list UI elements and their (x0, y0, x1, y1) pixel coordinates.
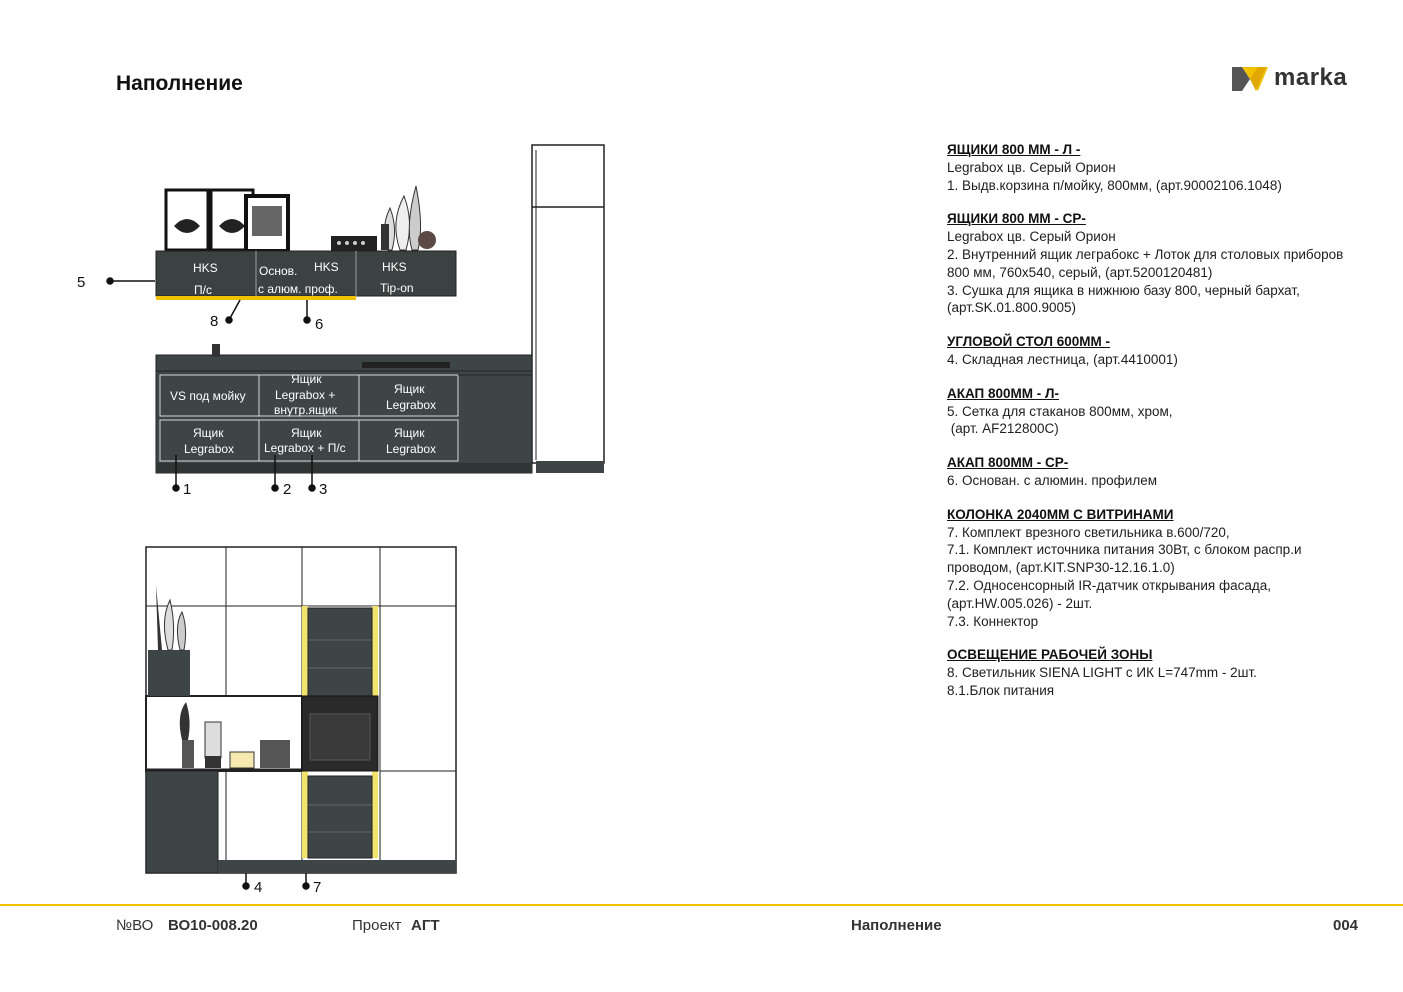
cab-r1c2-line3: внутр.ящик (274, 403, 337, 417)
spec-line: 8.1.Блок питания (947, 682, 1055, 698)
spec-line: 6. Основан. с алюмин. профилем (947, 472, 1157, 488)
spec-line: 3. Сушка для ящика в нижнюю базу 800, черный бархат, (арт.SK.01.800.9005) (947, 282, 1304, 316)
footer-section: Наполнение (851, 917, 942, 934)
spec-line: 1. Выдв.корзина п/мойку, 800мм, (арт.90002106.1048) (947, 177, 1282, 193)
spec-line: 7.3. Коннектор (947, 613, 1039, 629)
spec-line: 4. Складная лестница, (арт.4410001) (947, 351, 1178, 367)
spec-heading: УГЛОВОЙ СТОЛ 600ММ - (947, 334, 1111, 350)
cab-r2c3-line1: Ящик (394, 426, 425, 440)
spec-section (947, 141, 1367, 194)
logo-text: marka (1274, 64, 1348, 91)
cab-r2c3-line2: Legrabox (386, 442, 437, 456)
cab-r2c2-line2: Legrabox + П/с (264, 441, 346, 455)
spec-heading: ЯЩИКИ 800 ММ - СР- (947, 211, 1086, 227)
shelf-middle-line1: Основ. (259, 264, 298, 278)
spec-section (947, 385, 1367, 438)
shelf-middle-line2: с алюм. проф. (258, 282, 338, 296)
shelf-decor (166, 186, 436, 251)
spec-heading: КОЛОНКА 2040ММ С ВИТРИНАМИ (947, 506, 1174, 522)
footer-doc-prefix: №ВО (116, 917, 154, 934)
spec-line: Legrabox цв. Серый Орион (947, 229, 1116, 245)
spec-section (947, 646, 1367, 699)
spec-section (947, 506, 1367, 631)
spec-line: 5. Сетка для стаканов 800мм, хром, (947, 403, 1173, 419)
callout-1: 1 (183, 481, 192, 498)
callout-7: 7 (313, 879, 322, 896)
footer-page-number: 004 (1333, 917, 1359, 934)
footer-divider (0, 904, 1403, 906)
cab-r2c2-line1: Ящик (291, 426, 322, 440)
spec-heading: АКАП 800ММ - СР- (947, 455, 1069, 471)
spec-heading: ОСВЕЩЕНИЕ РАБОЧЕЙ ЗОНЫ (947, 647, 1153, 663)
kitchen-elevation-drawing (0, 0, 720, 905)
spec-section (947, 333, 1367, 369)
cab-r1c1-line1: VS под мойку (170, 389, 246, 403)
cab-r1c2-line2: Legrabox + (275, 388, 336, 402)
tall-column (532, 145, 604, 473)
cab-r2c1-line1: Ящик (193, 426, 224, 440)
spec-line: (арт. AF212800C) (947, 421, 1059, 437)
callout-6: 6 (315, 316, 324, 333)
cab-r2c1-line2: Legrabox (184, 442, 235, 456)
cab-r1c3-line1: Ящик (394, 382, 425, 396)
spec-line: 7.1. Комплект источника питания 30Вт, с блоком распр.и проводом, (арт.KIT.SNP30-12.16.1.0) (947, 542, 1306, 576)
footer-project-prefix: Проект (352, 917, 402, 934)
shelf-right-line2: Tip-on (380, 281, 414, 295)
spec-line: 8. Светильник SIENA LIGHT с ИК L=747mm - 2шт. (947, 665, 1257, 681)
shelf-left-line2: П/с (194, 283, 212, 297)
spec-heading: ЯЩИКИ 800 ММ - Л - (947, 142, 1081, 157)
shelf-right-line1: HKS (382, 260, 407, 274)
tall-unit-elevation (146, 547, 456, 873)
footer-doc-number: ВО10-008.20 (168, 917, 258, 934)
cab-r1c3-line2: Legrabox (386, 398, 437, 412)
brand-logo[interactable] (1232, 64, 1347, 92)
spec-line: 2. Внутренний ящик леграбокс + Лоток для столовых приборов 800 мм, 760х540, серый, (арт.5200120481) (947, 246, 1348, 280)
shelf-middle-hks: HKS (314, 260, 339, 274)
callout-2: 2 (283, 481, 292, 498)
callout-8: 8 (210, 313, 219, 330)
footer-project-name: АГТ (411, 917, 440, 934)
spec-section (947, 210, 1367, 317)
specification-list (947, 141, 1367, 716)
marka-logo-icon (1232, 65, 1268, 91)
callout-4: 4 (254, 879, 263, 896)
spec-section (947, 454, 1367, 490)
callout-3: 3 (319, 481, 328, 498)
spec-line: 7. Комплект врезного светильника в.600/720, (947, 524, 1230, 540)
page-title: Наполнение (116, 72, 243, 95)
spec-line: 7.2. Односенсорный IR-датчик открывания фасада, (арт.HW.005.026) - 2шт. (947, 577, 1275, 611)
shelf-left-line1: HKS (193, 261, 218, 275)
spec-heading: АКАП 800ММ - Л- (947, 385, 1059, 401)
cab-r1c2-line1: Ящик (291, 372, 322, 386)
callout-5: 5 (77, 274, 86, 291)
spec-line: Legrabox цв. Серый Орион (947, 159, 1116, 175)
